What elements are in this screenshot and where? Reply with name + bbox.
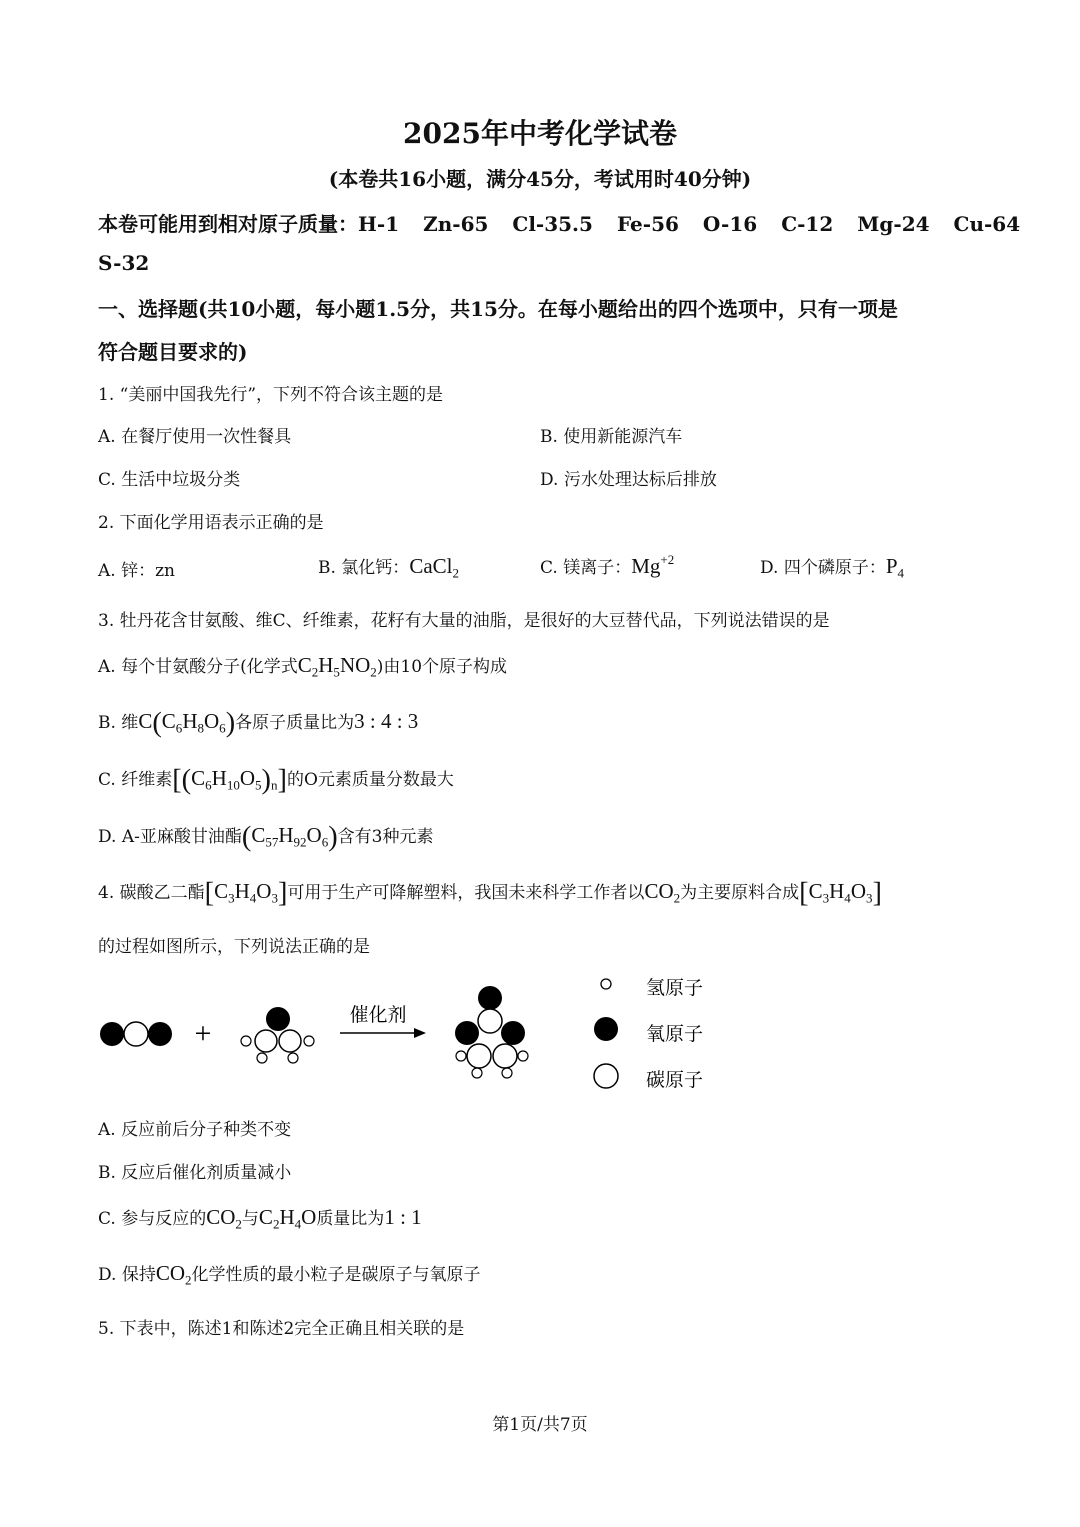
carbon-atom <box>279 1030 301 1052</box>
hydrogen-atom <box>241 1036 251 1046</box>
q3-b-formula: $C(C_6H_8O_6)$ <box>138 707 236 739</box>
oxygen-atom <box>478 986 502 1010</box>
legend <box>594 977 703 1090</box>
mass-zn: Zn-65 <box>423 212 489 236</box>
page-subtitle: (本卷共16小题，满分45分，考试用时40分钟) <box>328 167 752 191</box>
q4-co2-formula: $CO_2$ <box>644 879 681 906</box>
section-heading-line1: 一、选择题(共10小题，每小题1.5分，共15分。在每小题给出的四个选项中，只有一项是 <box>98 297 898 321</box>
mass-mg: Mg-24 <box>857 212 930 236</box>
q4-option-c: C. 参与反应的$CO_2$与$C_2H_4O$质量比为1 : 1 <box>98 1205 422 1232</box>
hydrogen-atom <box>472 1068 482 1078</box>
q3-c-formula: $[(C_6H_{10}O_5)_n]$ <box>172 764 287 796</box>
mass-s: S-32 <box>98 251 150 275</box>
atomic-mass-line <box>98 208 1020 237</box>
hydrogen-atom <box>304 1036 314 1046</box>
mass-c: C-12 <box>781 212 834 236</box>
legend-carbon-symbol <box>594 1064 618 1088</box>
mass-fe: Fe-56 <box>616 212 679 236</box>
carbon-atom <box>467 1044 491 1068</box>
q3-option-b: B. 维$C(C_6H_8O_6)$各原子质量比为3 : 4 : 3 <box>98 707 419 739</box>
q3-stem: 3. 牡丹花含甘氨酸、维C、纤维素，花籽有大量的油脂，是很好的大豆替代品，下列说法错误的是 <box>98 611 830 631</box>
mass-cu: Cu-64 <box>953 212 1021 236</box>
page-title: 2025年中考化学试卷 <box>403 117 677 150</box>
c3h4o3-molecule <box>455 986 528 1078</box>
oxygen-atom <box>100 1022 124 1046</box>
q2-option-b <box>318 553 459 579</box>
q1-option-a: A. 在餐厅使用一次性餐具 <box>98 427 292 447</box>
q3-option-c: C. 纤维素$[(C_6H_{10}O_5)_n]$的O元素质量分数最大 <box>98 764 454 796</box>
q4-option-a: A. 反应前后分子种类不变 <box>98 1120 292 1140</box>
q2-b-label: B. 氯化钙： <box>318 558 410 578</box>
q4-d-co2: $CO_2$ <box>155 1261 192 1288</box>
q3-option-a: A. 每个甘氨酸分子(化学式$C_2H_5NO_2$)由10个原子构成 <box>98 653 508 680</box>
carbon-atom <box>493 1044 517 1068</box>
legend-carbon-label: 碳原子 <box>646 1069 704 1090</box>
atomic-mass-intro: 本卷可能用到相对原子质量： <box>98 212 358 236</box>
hydrogen-atom <box>456 1051 466 1061</box>
mass-o: O-16 <box>702 212 758 236</box>
oxygen-atom <box>501 1021 525 1045</box>
catalyst-label: 催化剂 <box>349 1004 407 1026</box>
q4-stem-line1: 4. 碳酸乙二酯$[C_3H_4O_3]$可用于生产可降解塑料，我国未来科学工作者以$CO_2$为主要原料合成$[C_3H_4O_3]$ <box>98 877 882 909</box>
mass-cl: Cl-35.5 <box>512 212 593 236</box>
q4-product-formula-2: $[C_3H_4O_3]$ <box>799 877 882 909</box>
oxygen-atom <box>455 1021 479 1045</box>
c2h4o-molecule <box>241 1007 314 1063</box>
q3-a-formula: $C_2H_5NO_2$ <box>297 653 377 680</box>
carbon-atom <box>255 1030 277 1052</box>
q2-option-a <box>98 556 175 581</box>
q2-c-label: C. 镁离子： <box>540 558 632 578</box>
q2-d-formula: $P_4$ <box>885 554 905 581</box>
q2-d-label: D. 四个磷原子： <box>760 558 886 578</box>
legend-oxygen-label: 氧原子 <box>646 1023 704 1045</box>
q3-b-ratio: 3 : 4 : 3 <box>354 709 419 733</box>
page-number: 第1页/共7页 <box>492 1415 588 1435</box>
q4-option-d: D. 保持$CO_2$化学性质的最小粒子是碳原子与氧原子 <box>98 1261 481 1288</box>
hydrogen-atom <box>502 1068 512 1078</box>
legend-hydrogen-label: 氢原子 <box>646 977 704 999</box>
hydrogen-atom <box>518 1051 528 1061</box>
reaction-arrow <box>340 1028 426 1038</box>
q4-c-c2h4o: $C_2H_4O$ <box>258 1205 317 1232</box>
carbon-atom <box>124 1022 148 1046</box>
q4-stem-line2: 的过程如图所示，下列说法正确的是 <box>98 937 370 957</box>
legend-oxygen-symbol <box>594 1017 618 1041</box>
q1-option-b: B. 使用新能源汽车 <box>540 427 683 447</box>
oxygen-atom <box>266 1007 290 1031</box>
q3-option-d: D. A-亚麻酸甘油酯$(C_{57}H_{92}O_6)$含有3种元素 <box>98 821 434 853</box>
q4-option-b: B. 反应后催化剂质量减小 <box>98 1163 292 1183</box>
hydrogen-atom <box>257 1053 267 1063</box>
q4-product-formula: $[C_3H_4O_3]$ <box>204 877 288 909</box>
q4-c-ratio: 1 : 1 <box>384 1205 422 1229</box>
q1-option-c: C. 生活中垃圾分类 <box>98 470 241 490</box>
reaction-diagram <box>95 970 735 1090</box>
carbon-atom <box>478 1009 502 1033</box>
co2-molecule <box>100 1022 172 1046</box>
q3-d-formula: $(C_{57}H_{92}O_6)$ <box>241 821 338 853</box>
q2-option-d <box>760 553 904 579</box>
q2-a-value: zn <box>155 561 175 581</box>
q4-c-co2: $CO_2$ <box>206 1205 242 1232</box>
section-heading-line2: 符合题目要求的) <box>98 340 248 364</box>
mass-h: H-1 <box>358 212 400 236</box>
hydrogen-atom <box>288 1053 298 1063</box>
q1-option-d: D. 污水处理达标后排放 <box>540 470 717 490</box>
q5-stem: 5. 下表中，陈述1和陈述2完全正确且相关联的是 <box>98 1319 465 1339</box>
q2-stem: 2. 下面化学用语表示正确的是 <box>98 513 324 533</box>
legend-hydrogen-symbol <box>601 979 611 989</box>
q2-b-formula: CaCl$_2$ <box>409 554 459 581</box>
q1-stem: 1. “美丽中国我先行”，下列不符合该主题的是 <box>98 385 444 405</box>
q2-option-c <box>540 553 674 579</box>
q2-c-formula: $Mg^{+2}$ <box>631 551 675 578</box>
plus-sign: + <box>194 1017 212 1050</box>
q2-a-label: A. 锌： <box>98 561 156 581</box>
oxygen-atom <box>148 1022 172 1046</box>
